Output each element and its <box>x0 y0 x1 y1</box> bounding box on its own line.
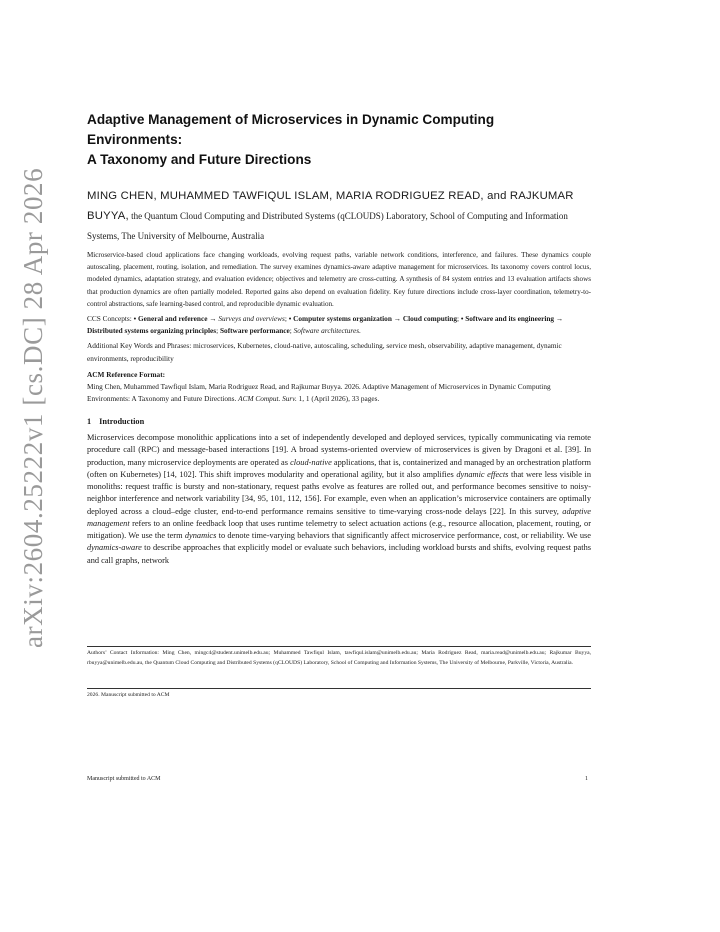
ccs-term: Software performance <box>219 326 290 336</box>
footnote-divider <box>87 688 591 689</box>
footnote-contact: Authors’ Contact Information: Ming Chen, mingc4@student.unimelb.edu.au; Muhammed Tawfiqul Islam, tawfiqul.islam@unimelb.edu.au; Maria Rodriguez Read, maria.read@unimelb.edu.au; Rajkumar Buyya, rbuyya@unimelb.edu.au, the Quantum Cloud Computing and Distributed Systems (qCLOUDS) Laboratory, School of Computing and Information Systems, The University of Melbourne, Parkville, Victoria, Australia. <box>87 650 591 666</box>
ccs-arrow: → <box>207 314 219 324</box>
footnote-divider <box>87 646 591 647</box>
emphasis: cloud-native <box>290 457 332 467</box>
abstract: Microservice-based cloud applications face changing workloads, evolving request paths, variable network conditions, interference, and failures. These dynamics couple autoscaling, placement, routing, isolation, and remediation. The survey examines dynamics-aware adaptive management for microservices. Its taxonomy covers control locus, modeled dynamics, adaptation strategy, and evaluation evidence; objectives and telemetry are cross-cutting. A synthesis of 84 system entries and 13 evaluation artifacts shows that production dynamics are often partially modeled. Reported gains also depend on evaluation fidelity. Key future directions include cross-layer coordination, telemetry-to-control abstractions, safe learning-based control, and reproducible dynamic evaluation. <box>87 251 591 308</box>
ccs-term: Software architectures. <box>293 326 361 336</box>
reference-text: 1, 1 (April 2026), 33 pages. <box>296 394 380 404</box>
body-text: applications, that is, containerized and managed by an orchestration platform (often on Kubernetes) [14, 102]. This shift improves modularity and operational agility, but it also amplifies <box>87 457 592 479</box>
section-heading <box>87 415 591 429</box>
title-line-2: A Taxonomy and Future Directions <box>87 152 312 167</box>
ccs-term: • Computer systems organization <box>288 314 392 324</box>
ccs-term: Cloud computing <box>402 314 457 324</box>
body-text: to describe approaches that explicitly model or evaluate such behaviors, including workload bursts and shifts, evolving request paths and call graphs, network <box>87 543 591 565</box>
arxiv-identifier: arXiv:2604.25222v1 [cs.DC] 28 Apr 2026 <box>18 167 48 648</box>
reference-format-label: ACM Reference Format: <box>87 369 166 379</box>
ccs-concepts <box>87 313 591 337</box>
emphasis: adaptive management <box>87 506 591 528</box>
ccs-label: CCS Concepts: <box>87 314 134 324</box>
author-names: MING CHEN, MUHAMMED TAWFIQUL ISLAM, MARIA RODRIGUEZ READ, and RAJKUMAR BUYYA, <box>87 190 574 222</box>
emphasis: dynamics-aware <box>87 543 142 553</box>
keywords: Additional Key Words and Phrases: microservices, Kubernetes, cloud-native, autoscaling, scheduling, service mesh, observability, adaptive management, dynamic environments, reproducibility <box>87 341 562 363</box>
footnote-manuscript: 2026. Manuscript submitted to ACM <box>87 692 170 698</box>
ccs-term: Surveys and overviews <box>218 314 285 324</box>
author-affiliation: the Quantum Cloud Computing and Distributed Systems (qCLOUDS) Laboratory, School of Computing and Information Systems, The University of Melbourne, Australia <box>87 211 568 241</box>
ccs-term: • General and reference <box>133 314 208 324</box>
ccs-arrow: → <box>391 314 403 324</box>
ccs-sep: ; <box>289 326 294 336</box>
emphasis: dynamic effects <box>456 469 509 479</box>
body-text: that were less visible in monoliths: request traffic is bursty and non-stationary, request paths evolve as features are rolled out, and performance becomes sensitive to noisy-neighbor interference and network variability [34, 95, 101, 112, 156]. For example, even when an application’s microservice containers are optimally deployed across a cloud–edge cluster, end-to-end performance remains sensitive to time-varying cross-node delays [22]. In this survey, <box>87 469 591 516</box>
reference-format-text <box>87 381 591 405</box>
reference-journal: ACM Comput. Surv. <box>238 394 297 404</box>
ccs-sep: ; <box>216 326 220 336</box>
ccs-term: • Software and its engineering <box>460 314 555 324</box>
page-number: 1 <box>585 776 588 782</box>
ccs-sep: ; <box>284 314 289 324</box>
paper-body <box>87 110 591 567</box>
title-line-1: Adaptive Management of Microservices in Dynamic Computing Environments: <box>87 112 495 147</box>
section-title: Introduction <box>99 417 145 427</box>
body-text: Microservices decompose monolithic applications into a set of independently developed and deployed services, typically communicating via remote procedure call (RPC) and message-based interactions [19]. A broad systems-oriented overview of microservices is given by Dragoni et al. [39]. In production, many microservice deployments are operated as <box>87 433 591 467</box>
section-number: 1 <box>87 417 92 427</box>
body-text: refers to an online feedback loop that uses runtime telemetry to select actuation actions (e.g., resource allocation, placement, routing, or mitigation). We use the term <box>87 518 591 541</box>
author-block <box>87 186 591 246</box>
body-text: to denote time-varying behaviors that significantly affect microservice performance, cost, or reliability. We use <box>216 531 591 541</box>
ccs-sep: ; <box>456 314 461 324</box>
paper-title <box>87 110 591 170</box>
ccs-arrow: → <box>554 314 564 324</box>
footer-left: Manuscript submitted to ACM <box>87 776 161 782</box>
reference-text: Ming Chen, Muhammed Tawfiqul Islam, Maria Rodriguez Read, and Rajkumar Buyya. 2026. Adaptive Management of Microservices in Dynamic Computing Environments: A Taxonomy and Future Directions. <box>87 381 551 404</box>
emphasis: dynamics <box>184 531 217 541</box>
ccs-term: Distributed systems organizing principles <box>87 326 217 336</box>
intro-paragraph <box>87 432 591 567</box>
